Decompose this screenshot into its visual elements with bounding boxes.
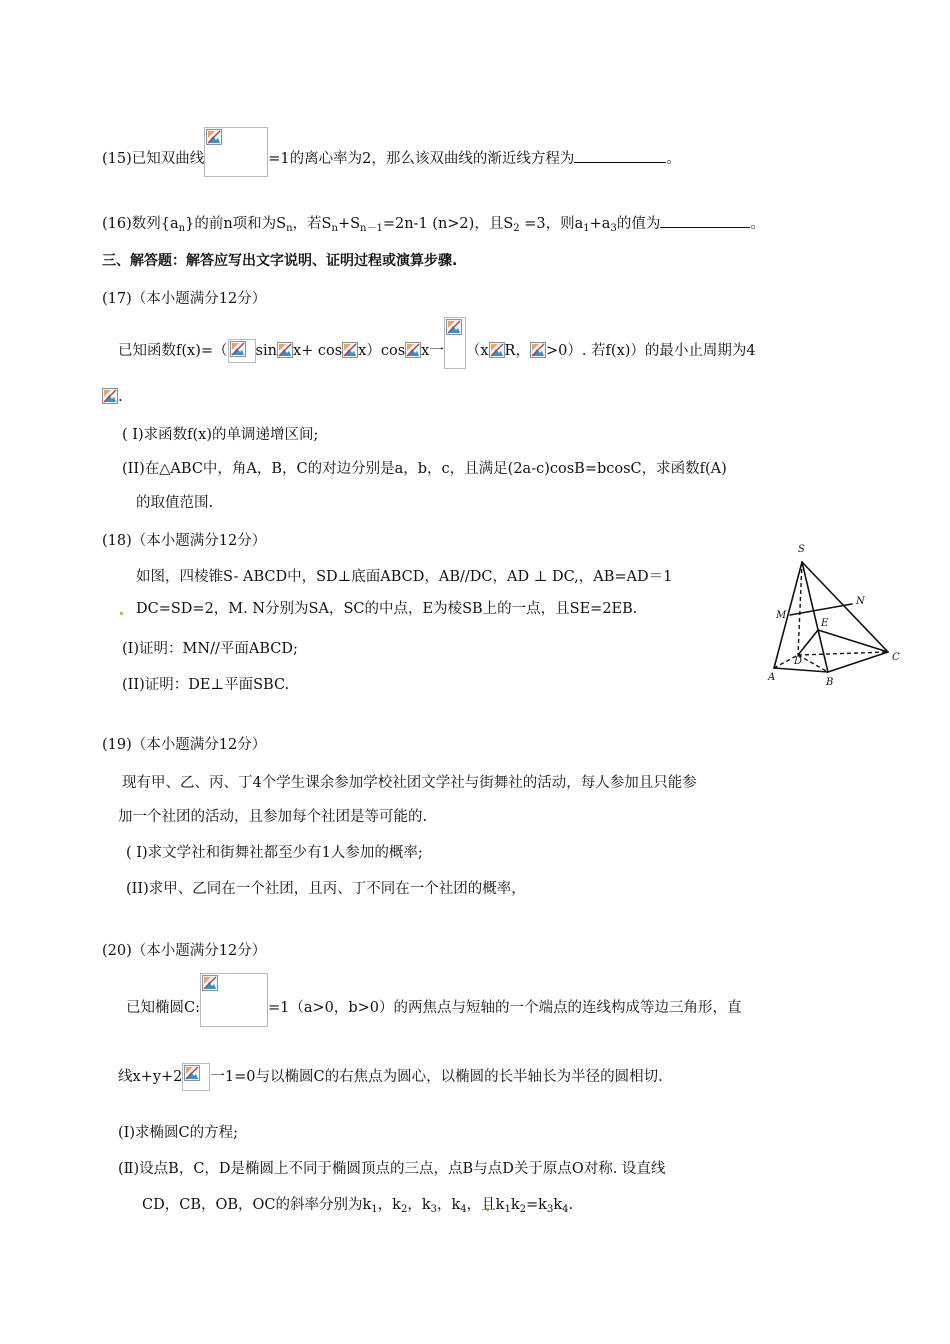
- q16-text: ，若S: [292, 216, 332, 232]
- q20-text: =k: [526, 1197, 547, 1213]
- q19-header: (19)（本小题满分12分）: [102, 737, 267, 753]
- q16-text: =2n-1 (n>2)，且S: [382, 216, 514, 232]
- q20-text: 已知椭圆C:: [126, 1000, 200, 1016]
- q20-sub: 2: [400, 1204, 408, 1215]
- q18-line1: 如图，四棱锥S- ABCD中，SD⊥底面ABCD，AB//DC，AD ⊥ DC,，AB=AD＝1: [136, 569, 673, 585]
- q20-text: ，k: [407, 1197, 431, 1213]
- pyramid-figure: [762, 540, 912, 686]
- q20-part3: [142, 1195, 573, 1215]
- edge-ab: [774, 668, 828, 672]
- q17-text: x一: [421, 343, 444, 359]
- q19-line1: 现有甲、乙、丙、丁4个学生课余参加学校社团文学社与街舞社的活动，每人参加且只能参: [122, 775, 697, 791]
- q17-text: x+ cos: [292, 343, 343, 359]
- q20-line1: [126, 989, 742, 1027]
- edge-sb: [802, 562, 828, 672]
- broken-image-icon: [530, 342, 546, 358]
- q16-sub: n: [331, 223, 338, 234]
- q17-part2: (II)在△ABC中，角A，B，C的对边分别是a，b，c，且满足(2a-c)cosB=bcosC，求函数f(A): [122, 461, 727, 477]
- q15-text-c: 。: [666, 151, 681, 167]
- q16-sub: n: [286, 223, 293, 234]
- q19-line2: 加一个社团的活动，且参加每个社团是等可能的.: [118, 809, 428, 825]
- q20-text: 线x+y+2: [118, 1069, 183, 1085]
- q16-sub: 1: [583, 223, 590, 234]
- label-c: C: [892, 652, 900, 663]
- q15-number: (15): [102, 151, 132, 167]
- q16-text: 的值为: [616, 216, 661, 232]
- label-n: N: [856, 596, 865, 607]
- q20-text: k: [553, 1197, 563, 1213]
- broken-image-placeholder: [182, 1063, 210, 1091]
- q15-text-b: =1的离心率为2，那么该双曲线的渐近线方程为: [268, 151, 575, 167]
- label-s: S: [798, 544, 805, 555]
- broken-image-icon: [184, 1065, 200, 1081]
- q20-sub: 1: [504, 1204, 511, 1215]
- q16-text: +S: [337, 216, 361, 232]
- q20-text: .: [568, 1197, 574, 1213]
- q17-text: （x: [465, 343, 489, 359]
- q17-text: .: [118, 389, 123, 405]
- q20-header: (20)（本小题满分12分）: [102, 943, 267, 959]
- q18-line2: DC=SD=2，M. N分别为SA，SC的中点，E为棱SB上的一点，且SE=2EB.: [136, 601, 638, 617]
- q20-sub: 4: [460, 1204, 467, 1215]
- broken-image-icon: [102, 388, 118, 404]
- q20-text: ，k: [437, 1197, 461, 1213]
- q16-sub: 3: [610, 223, 617, 234]
- q17-line2: [102, 387, 123, 407]
- q16-sub: n－1: [360, 223, 383, 234]
- broken-image-placeholder: [200, 973, 268, 1027]
- section-heading: 三、解答题：解答应写出文字说明、证明过程或演算步骤.: [102, 253, 458, 269]
- broken-image-icon: [230, 341, 246, 357]
- q20-sub: 2: [519, 1204, 527, 1215]
- q15-text-a: 已知双曲线: [131, 151, 205, 167]
- q18-header: (18)（本小题满分12分）: [102, 533, 267, 549]
- q17-text: >0）. 若f(x)）的最小止周期为4: [545, 343, 756, 359]
- label-m: M: [776, 610, 787, 621]
- broken-image-placeholder: [228, 339, 256, 363]
- q16-text: (16)数列{a: [102, 216, 179, 232]
- label-d: D: [794, 656, 803, 667]
- q17-text: sin: [255, 343, 277, 359]
- broken-image-icon: [405, 342, 421, 358]
- q20-text: CD，CB，OB，OC的斜率分别为k: [142, 1197, 372, 1213]
- q16-text: 。: [750, 216, 765, 232]
- q20-sub: 4: [562, 1204, 569, 1215]
- q20-text: k: [510, 1197, 520, 1213]
- q20-sub: 1: [371, 1204, 378, 1215]
- q19-part2: (II)求甲、乙同在一个社团，且丙、丁不同在一个社团的概率，: [126, 881, 526, 897]
- q17-header: (17)（本小题满分12分）: [102, 291, 267, 307]
- q20-text: ，且k: [466, 1197, 505, 1213]
- broken-image-icon: [446, 319, 462, 335]
- broken-image-icon: [342, 342, 358, 358]
- q17-part2-cont: 的取值范围.: [136, 495, 214, 511]
- q17-line1: [118, 333, 756, 369]
- q16-text: }的前n项和为S: [185, 216, 287, 232]
- q17-part1: ( I)求函数f(x)的单调递增区间;: [122, 427, 319, 443]
- q15-line: [102, 141, 681, 177]
- q19-part1: ( I)求文学社和街舞社都至少有1人参加的概率;: [126, 845, 423, 861]
- label-e: E: [821, 618, 829, 629]
- broken-image-placeholder: [204, 127, 268, 177]
- q17-text: 已知函数f(x)=（: [118, 343, 228, 359]
- q20-text: =1（a>0，b>0）的两焦点与短轴的一个端点的连线构成等边三角形，直: [267, 1000, 742, 1016]
- edge-bc: [828, 652, 888, 672]
- q20-part1: (I)求椭圆C的方程;: [118, 1125, 239, 1141]
- q18-part2: (II)证明：DE⊥平面SBC.: [122, 677, 290, 693]
- broken-image-icon: [277, 342, 293, 358]
- q18-part1: (I)证明：MN//平面ABCD;: [122, 641, 298, 657]
- label-a: A: [768, 672, 776, 683]
- answer-blank: [660, 213, 750, 228]
- broken-image-placeholder: [444, 317, 466, 369]
- broken-image-icon: [202, 975, 218, 991]
- broken-image-icon: [489, 342, 505, 358]
- q20-sub: 3: [430, 1204, 437, 1215]
- q20-text: ，k: [377, 1197, 401, 1213]
- stray-mark: [120, 612, 123, 615]
- q16-line: [102, 213, 765, 234]
- q20-line2: [118, 1063, 663, 1091]
- broken-image-icon: [206, 129, 222, 145]
- q16-sub: 2: [513, 223, 520, 234]
- q17-text: R，: [504, 343, 530, 359]
- answer-blank: [574, 148, 666, 163]
- q16-sub: n: [178, 223, 186, 234]
- segment-de: [798, 630, 818, 655]
- q16-text: =3，则a: [519, 216, 584, 232]
- edge-dc: [798, 652, 888, 655]
- label-b: B: [826, 677, 834, 686]
- q20-text: 一1=0与以椭圆C的右焦点为圆心，以椭圆的长半轴长为半径的圆相切.: [210, 1069, 663, 1085]
- q20-part2: (Ⅱ)设点B，C，D是椭圆上不同于椭圆顶点的三点，点B与点D关于原点O对称. 设直线: [118, 1161, 666, 1177]
- q16-text: +a: [589, 216, 611, 232]
- q17-text: x）cos: [358, 343, 406, 359]
- q20-sub: 3: [546, 1204, 554, 1215]
